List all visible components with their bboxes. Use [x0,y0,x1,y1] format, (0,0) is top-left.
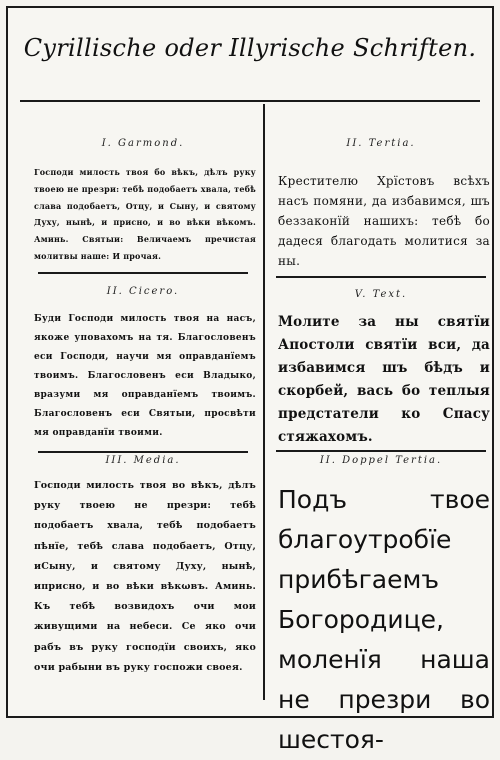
page-title: Cyrillische oder Illyrische Schriften. [23,34,477,62]
section-heading-cicero: II. Cicero. [106,286,180,297]
section-text-tertia: Крестителю Хрїстовъ всѣхъ насъ помяни, да избавимся, шъ беззаконїй нашихъ: тебѣ бо дадеся благодать молитися за ны. [278,174,490,268]
section-text-cicero: Буди Господи милость твоя на насъ, якоже уповахомъ на тя. Благословенъ еси Господи, научи мя оправданїемъ твоимъ. Благословенъ еси Владыко, вразуми мя оправданїемъ твоимъ. Благословенъ еси Святыи, просвѣти мя оправданїи твоими. [34,314,256,438]
column-divider [263,104,265,700]
title-divider [20,100,480,102]
section-heading-media: III. Media. [105,455,181,466]
section-text-garmond: Господи милость твоя бо вѣкъ, дѣлъ руку твоею не презри: тебѣ подобаетъ хвала, тебѣ слава подобаетъ, Отцу, и Сыну, и святому Духу, нынѣ, и присно, и во вѣки вѣкомъ. Аминь. Святыи: Величаемъ пречистая молитвы наше: И прочая. [34,167,256,261]
section-text-doppel-tertia: Подъ твое благоутробїе прибѣгаемъ Богородице, моленїя наша не презри во шестоя- [278,485,490,754]
section-text-media: Господи милость твоя во вѣкъ, дѣлъ руку твоею не презри: тебѣ подобаетъ хвала, тебѣ подобаетъ пѣнїе, тебѣ слава подобаетъ, Отцу, иСыну, и святому Духу, нынѣ, иприсно, и во вѣки вѣкωвъ. Аминь. Къ тебѣ возвидохъ очи мои живущими на небеси. Се яко очи рабъ въ руку господїи своихъ, яко очи рабыни въ руку госпожи своея. [34,480,256,673]
section-heading-doppel-tertia: II. Doppel Tertia. [319,455,443,466]
section-divider [38,451,248,453]
section-text-text: Молите за ны святїи Апостоли святїи вси, да избавимся шъ бѣдъ и скорбей, вась бо теплыя предстатели ко Спасу стяжахомъ. [278,314,490,445]
section-divider [276,450,486,452]
section-heading-tertia: II. Tertia. [346,138,416,149]
specimen-page [6,6,494,754]
section-divider [276,276,486,278]
section-divider [38,272,248,274]
section-heading-text: V. Text. [354,289,408,300]
section-heading-garmond: I. Garmond. [101,138,185,149]
